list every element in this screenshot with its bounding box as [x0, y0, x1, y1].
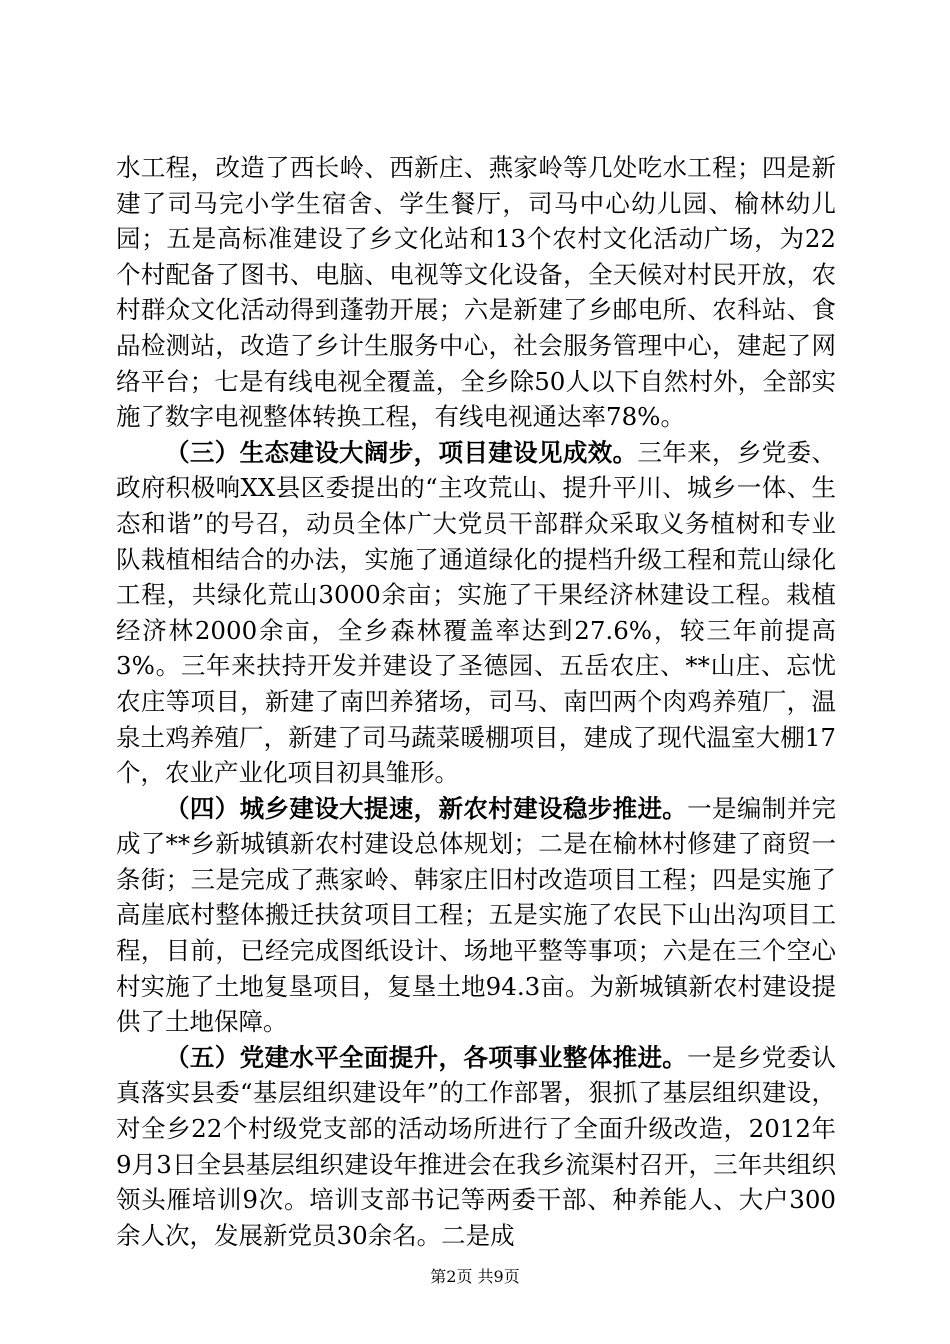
page-footer: 第2页 共9页: [430, 1267, 520, 1286]
paragraph-1-text: 水工程，改造了西长岭、西新庄、燕家岭等几处吃水工程；四是新建了司马完小学生宿舍、学生餐厅，司马中心幼儿园、榆林幼儿园；五是高标准建设了乡文化站和13个农村文化活动广场，为22个村配备了图书、电脑、电视等文化设备，全天候对村民开放，农村群众文化活动得到蓬勃开展；六是新建了乡邮电所、农科站、食品检测站，改造了乡计生服务中心，社会服务管理中心，建起了网络平台；七是有线电视全覆盖，全乡除50人以下自然村外，全部实施了数字电视整体转换工程，有线电视通达率78%。: [116, 153, 836, 432]
paragraph-3-text: 一是编制并完成了**乡新城镇新农村建设总体规划；二是在榆林村修建了商贸一条街；三是完成了燕家岭、韩家庄旧村改造项目工程；四是实施了高崖底村整体搬迁扶贫项目工程；五是实施了农民下山出沟项目工程，目前，已经完成图纸设计、场地平整等事项；六是在三个空心村实施了土地复垦项目，复垦土地94.3亩。为新城镇新农村建设提供了土地保障。: [116, 793, 836, 1037]
paragraph-2-text: 三年来，乡党委、政府积极响XX县区委提出的“主攻荒山、提升平川、城乡一体、生态和谐”的号召，动员全体广大党员干部群众采取义务植树和专业队栽植相结合的办法，实施了通道绿化的提档升级工程和荒山绿化工程，共绿化荒山3000余亩；实施了干果经济林建设工程。栽植经济林2000余亩，全乡森林覆盖率达到27.6%，较三年前提高3%。三年来扶持开发并建设了圣德园、五岳农庄、**山庄、忘忧农庄等项目，新建了南凹养猪场，司马、南凹两个肉鸡养殖厂，温泉土鸡养殖厂，新建了司马蔬菜暖棚项目，建成了现代温室大棚17个，农业产业化项目初具雏形。: [116, 437, 837, 788]
paragraph-2: [116, 435, 836, 791]
paragraph-3: [116, 791, 836, 1040]
section-heading-3: （三）生态建设大阔步，项目建设见成效。: [165, 437, 638, 467]
section-heading-5: （五）党建水平全面提升，各项事业整体推进。: [165, 1042, 688, 1072]
section-heading-4: （四）城乡建设大提速，新农村建设稳步推进。: [165, 793, 688, 823]
paragraph-4-text: 一是乡党委认真落实县委“基层组织建设年”的工作部署，狠抓了基层组织建设，对全乡22个村级党支部的活动场所进行了全面升级改造，2012年9月3日全县基层组织建设年推进会在我乡流渠村召开，三年共组织领头雁培训9次。培训支部书记等两委干部、种养能人、大户300余人次，发展新党员30余名。二是成: [116, 1042, 836, 1250]
document-body: [116, 150, 836, 1253]
paragraph-4: [116, 1040, 836, 1254]
paragraph-1: [116, 150, 836, 435]
